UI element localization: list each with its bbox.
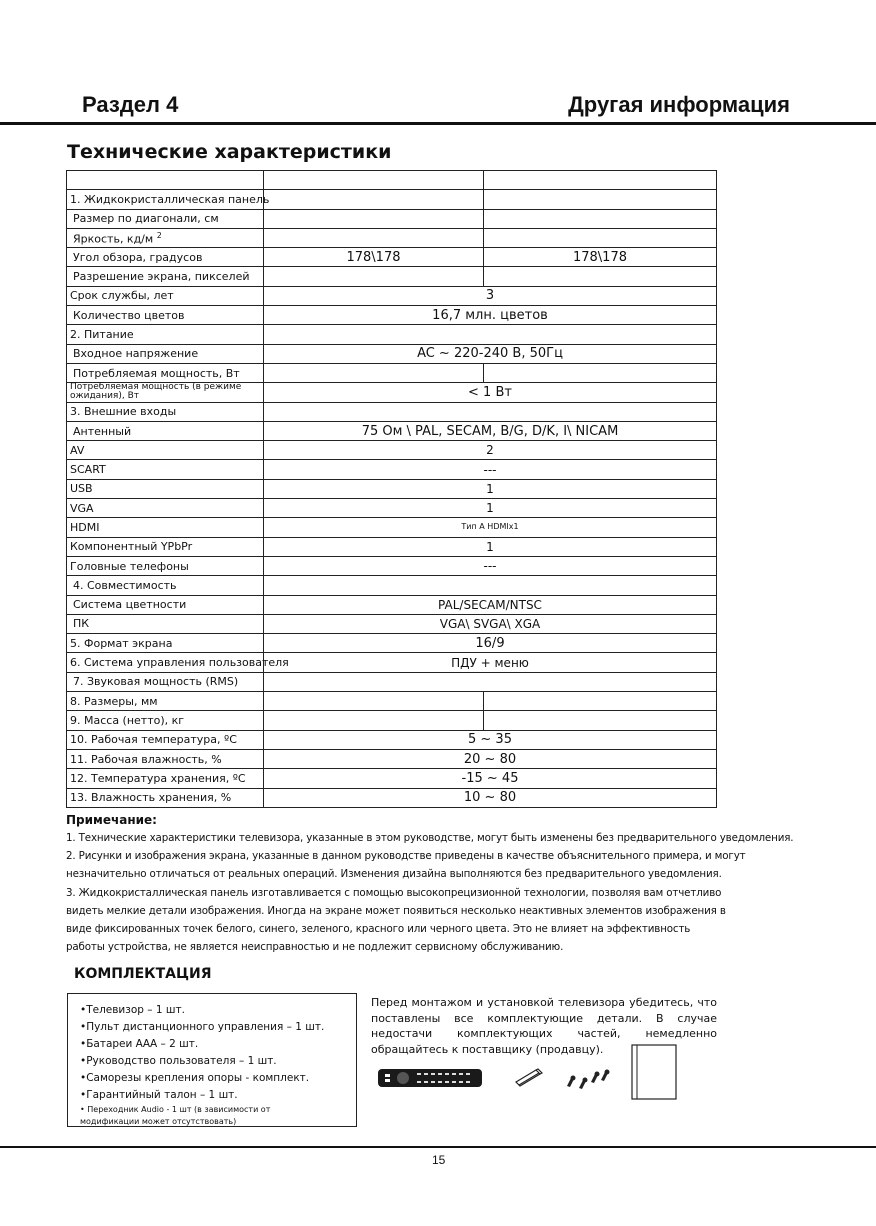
note-line: 1. Технические характеристики телевизора, указанные в этом руководстве, могут быть изменены без предварительного уведомления.	[66, 832, 794, 844]
spec-label	[67, 209, 264, 228]
kit-item-note: модификации может отсутствовать)	[80, 1117, 237, 1126]
spec-row	[67, 479, 717, 498]
kit-item: •Гарантийный талон – 1 шт.	[80, 1089, 238, 1101]
spec-label-text: Разрешение экрана, пикселей	[73, 270, 250, 284]
kit-item-note: • Переходник Audio - 1 шт (в зависимости от	[80, 1105, 271, 1114]
note-title: Примечание:	[66, 813, 157, 827]
spec-value-col1	[264, 190, 484, 209]
spec-label-text: 4. Совместимость	[73, 578, 177, 592]
spec-label	[67, 402, 264, 421]
spec-label-text: AV	[70, 443, 85, 457]
spec-row	[67, 518, 717, 537]
spec-value-col1	[264, 267, 484, 286]
spec-label	[67, 788, 264, 807]
spec-value-col1: 178\178	[264, 248, 484, 267]
spec-label-text: Потребляемая мощность (в режиме ожидания), Вт	[70, 382, 242, 402]
spec-value-col2	[484, 209, 717, 228]
spec-value: 16,7 млн. цветов	[264, 306, 717, 325]
spec-label-text: Головные телефоны	[70, 559, 189, 573]
spec-label-text: Потребляемая мощность, Вт	[73, 366, 240, 380]
spec-label	[67, 344, 264, 363]
spec-row	[67, 228, 717, 247]
footer-divider	[0, 1146, 876, 1148]
spec-value-col1	[264, 228, 484, 247]
spec-value: 1	[264, 537, 717, 556]
kit-item: •Телевизор – 1 шт.	[80, 1004, 185, 1016]
page-number: 15	[432, 1153, 446, 1167]
spec-label	[67, 499, 264, 518]
spec-row	[67, 672, 717, 691]
spec-label	[67, 537, 264, 556]
kit-item: •Пульт дистанционного управления – 1 шт.	[80, 1021, 325, 1033]
spec-label	[67, 730, 264, 749]
spec-value: ---	[264, 556, 717, 575]
spec-label-text: 11. Рабочая влажность, %	[70, 752, 222, 766]
spec-label	[67, 267, 264, 286]
spec-value: < 1 Вт	[264, 383, 717, 402]
kit-item: •Саморезы крепления опоры - комплект.	[80, 1072, 310, 1084]
note-line: 3. Жидкокристаллическая панель изготавливается с помощью высокопрецизионной технологии, позволяя вам отчетливо	[66, 886, 722, 899]
spec-label-text: 5. Формат экрана	[70, 636, 173, 650]
spec-row	[67, 692, 717, 711]
spec-label	[67, 190, 270, 209]
spec-label-text: Срок службы, лет	[70, 289, 174, 303]
spec-row	[67, 209, 717, 228]
spec-label	[67, 653, 289, 672]
spec-row	[67, 576, 717, 595]
spec-value-col2	[484, 692, 717, 711]
spec-value: 3	[264, 286, 717, 305]
spec-label-text: Размер по диагонали, см	[73, 212, 219, 226]
remote-control-icon	[377, 1066, 483, 1090]
page-title: Технические характеристики	[67, 141, 392, 163]
spec-label-text: 7. Звуковая мощность (RMS)	[73, 675, 239, 689]
spec-label	[67, 479, 264, 498]
spec-row	[67, 286, 717, 305]
spec-label	[67, 325, 264, 344]
spec-label-text: 12. Температура хранения, ºС	[70, 771, 246, 785]
spec-label-superscript: 2	[156, 230, 162, 240]
spec-value: PAL/SECAM/NTSC	[264, 595, 717, 614]
spec-label-text: 1. Жидкокристаллическая панель	[70, 192, 270, 206]
kit-contents-list	[67, 993, 357, 1127]
spec-label-text: Угол обзора, градусов	[73, 250, 203, 264]
spec-row	[67, 788, 717, 807]
spec-label	[67, 576, 264, 595]
spec-row	[67, 402, 717, 421]
spec-label	[67, 672, 264, 691]
spec-label-text: Входное напряжение	[73, 347, 199, 361]
spec-value: 75 Ом \ PAL, SECAM, B/G, D/K, I\ NICAM	[264, 421, 717, 440]
spec-label	[67, 441, 264, 460]
spec-row	[67, 306, 717, 325]
spec-row	[67, 460, 717, 479]
spec-row	[67, 614, 717, 633]
spec-value-col2	[484, 190, 717, 209]
spec-label-text: 13. Влажность хранения, %	[70, 791, 232, 805]
spec-value	[264, 672, 717, 691]
spec-row	[67, 499, 717, 518]
spec-row	[67, 730, 717, 749]
spec-value-col2: 178\178	[484, 248, 717, 267]
spec-value: -15 ~ 45	[264, 769, 717, 788]
section-title: Другая информация	[568, 92, 790, 117]
spec-row	[67, 769, 717, 788]
spec-label	[67, 421, 264, 440]
spec-value-col2	[484, 228, 717, 247]
spec-label	[67, 248, 264, 267]
spec-label-text: Количество цветов	[73, 308, 185, 322]
spec-label-text: 6. Система управления пользователя	[70, 656, 289, 670]
spec-label	[67, 363, 264, 382]
spec-value-col1	[264, 171, 484, 190]
kit-warning-text: Перед монтажом и установкой телевизора убедитесь, что поставлены все комплектующие детали. В случае недостачи комплектующих частей, немедленно обращайтесь к поставщику (продавцу).	[371, 996, 717, 1056]
note-line: 2. Рисунки и изображения экрана, указанные в данном руководстве приведены в качестве объяснительного примера, и могут	[66, 850, 746, 863]
spec-row	[67, 653, 717, 672]
spec-label	[67, 614, 264, 633]
spec-value-col2	[484, 171, 717, 190]
spec-value-col1	[264, 711, 484, 730]
spec-label-text: USB	[70, 482, 93, 496]
spec-value	[264, 576, 717, 595]
spec-label-text: SCART	[70, 463, 106, 477]
screws-icon	[563, 1066, 611, 1092]
spec-label-text: Яркость, кд/м	[73, 232, 154, 246]
spec-value: ПДУ + меню	[264, 653, 717, 672]
spec-value: 16/9	[264, 634, 717, 653]
spec-label	[67, 595, 264, 614]
kit-item: •Батареи ААА – 2 шт.	[80, 1038, 199, 1050]
manual-book-icon	[631, 1044, 677, 1100]
spec-label	[67, 286, 264, 305]
note-line: видеть мелкие детали изображения. Иногда на экране может появиться несколько неактивных элементов изображения в	[66, 904, 726, 917]
kit-item: •Руководство пользователя – 1 шт.	[80, 1055, 277, 1067]
spec-label-text: Система цветности	[73, 598, 187, 612]
spec-value: 5 ~ 35	[264, 730, 717, 749]
spec-value: 10 ~ 80	[264, 788, 717, 807]
notes-block	[66, 829, 806, 956]
spec-label-text: VGA	[70, 501, 94, 515]
spec-row	[67, 248, 717, 267]
spec-label-text: HDMI	[70, 520, 100, 534]
spec-row	[67, 711, 717, 730]
spec-label-text: 10. Рабочая температура, ºС	[70, 733, 237, 747]
spec-value-col2	[484, 267, 717, 286]
note-line: работы устройства, не является неисправностью и не подлежит сервисному обслуживанию.	[66, 941, 564, 954]
spec-row	[67, 537, 717, 556]
spec-label-text: 2. Питание	[70, 328, 134, 342]
spec-label	[67, 692, 264, 711]
spec-label	[67, 711, 264, 730]
spec-value	[264, 402, 717, 421]
spec-row	[67, 421, 717, 440]
specifications-table	[66, 170, 717, 808]
spec-label	[67, 460, 264, 479]
header-divider	[0, 122, 876, 125]
spec-row	[67, 171, 717, 190]
section-label: Раздел 4	[82, 92, 179, 117]
spec-row	[67, 325, 717, 344]
note-line: виде фиксированных точек белого, синего, зеленого, красного или черного цвета. Это не влияет на эффективность	[66, 923, 691, 936]
spec-value	[264, 325, 717, 344]
spec-value-col1	[264, 209, 484, 228]
spec-value: 20 ~ 80	[264, 749, 717, 768]
spec-label-text: Антенный	[73, 424, 132, 438]
spec-label-text: 3. Внешние входы	[70, 405, 177, 419]
spec-row	[67, 344, 717, 363]
spec-row	[67, 441, 717, 460]
spec-row	[67, 634, 717, 653]
spec-value: AC ~ 220-240 В, 50Гц	[264, 344, 717, 363]
spec-row	[67, 267, 717, 286]
spec-label	[67, 634, 264, 653]
note-line: незначительно отличаться от реальных операций. Изменения дизайна выполняются без предварительного уведомления.	[66, 868, 722, 881]
spec-row	[67, 363, 717, 382]
spec-label-text: Компонентный YPbPr	[70, 540, 193, 554]
spec-label	[67, 556, 264, 575]
spec-label	[67, 769, 264, 788]
spec-value-col2	[484, 711, 717, 730]
spec-value: 2	[264, 441, 717, 460]
spec-value-col2	[484, 363, 717, 382]
kit-title: КОМПЛЕКТАЦИЯ	[74, 966, 212, 982]
spec-label	[67, 306, 264, 325]
spec-value: 1	[264, 499, 717, 518]
spec-label-text: ПК	[73, 617, 90, 631]
spec-value: 1	[264, 479, 717, 498]
spec-value: Тип А HDMIx1	[264, 518, 717, 537]
spec-row	[67, 595, 717, 614]
spec-label	[67, 383, 264, 402]
spec-label	[67, 228, 264, 247]
spec-label	[67, 171, 264, 190]
spec-row	[67, 556, 717, 575]
spec-label-text: 8. Размеры, мм	[70, 694, 158, 708]
spec-row	[67, 749, 717, 768]
spec-row	[67, 383, 717, 402]
spec-value: ---	[264, 460, 717, 479]
spec-value-col1	[264, 363, 484, 382]
spec-label	[67, 518, 264, 537]
spec-row	[67, 190, 717, 209]
spec-value: VGA\ SVGA\ XGA	[264, 614, 717, 633]
spec-value-col1	[264, 692, 484, 711]
spec-label-text: 9. Масса (нетто), кг	[70, 713, 185, 727]
spec-label	[67, 749, 264, 768]
batteries-icon	[512, 1066, 546, 1088]
